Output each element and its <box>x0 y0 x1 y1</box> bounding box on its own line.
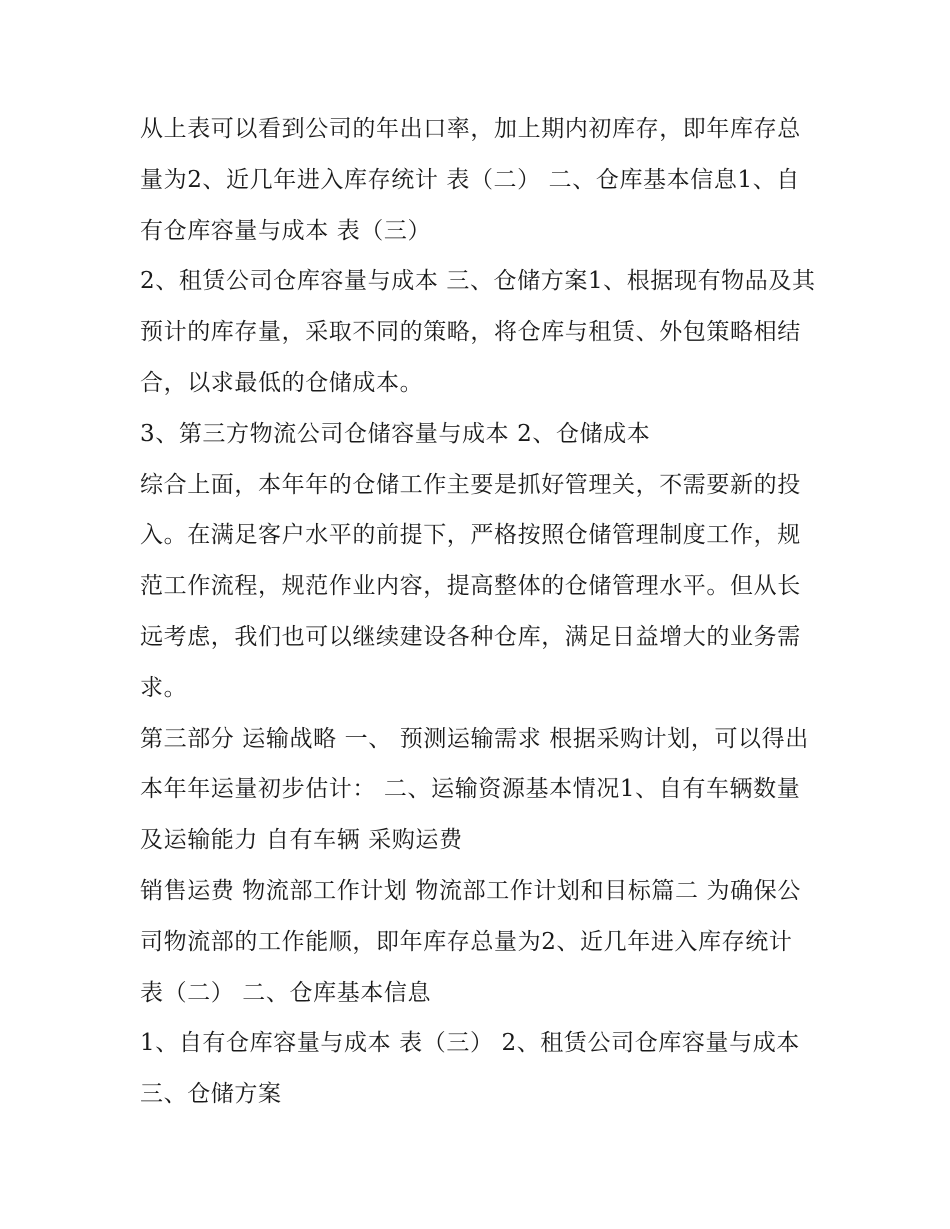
paragraph-sales-freight: 销售运费 物流部工作计划 物流部工作计划和目标篇二 为确保公司物流部的工作能顺，即年库存总量为2、近几年进入库存统计 表（二） 二、仓库基本信息 <box>140 877 801 1006</box>
document-body <box>140 104 820 1120</box>
paragraph-leased-warehouse: 2、租赁公司仓库容量与成本 三、仓储方案1、根据现有物品及其预计的库存量，采取不同的策略，将仓库与租赁、外包策略相结合，以求最低的仓储成本。 <box>140 268 816 396</box>
paragraph-transport-strategy: 第三部分 运输战略 一、 预测运输需求 根据采购计划，可以得出本年年运量初步估计： 二、运输资源基本情况1、自有车辆数量及运输能力 自有车辆 采购运费 <box>140 725 809 854</box>
paragraph-warehouse-intro: 从上表可以看到公司的年出口率，加上期内初库存，即年库存总量为2、近几年进入库存统计 表（二） 二、仓库基本信息1、自有仓库容量与成本 表（三） <box>140 116 801 244</box>
paragraph-third-party-logistics: 3、第三方物流公司仓储容量与成本 2、仓储成本 <box>140 420 651 447</box>
paragraph-warehouse-plan: 1、自有仓库容量与成本 表（三） 2、租赁公司仓库容量与成本 三、仓储方案 <box>140 1030 800 1108</box>
paragraph-warehouse-summary: 综合上面，本年年的仓储工作主要是抓好管理关，不需要新的投入。在满足客户水平的前提下，严格按照仓储管理制度工作，规范工作流程，规范作业内容，提高整体的仓储管理水平。但从长远考虑，我们也可以继续建设各种仓库，满足日益增大的业务需求。 <box>140 471 801 701</box>
